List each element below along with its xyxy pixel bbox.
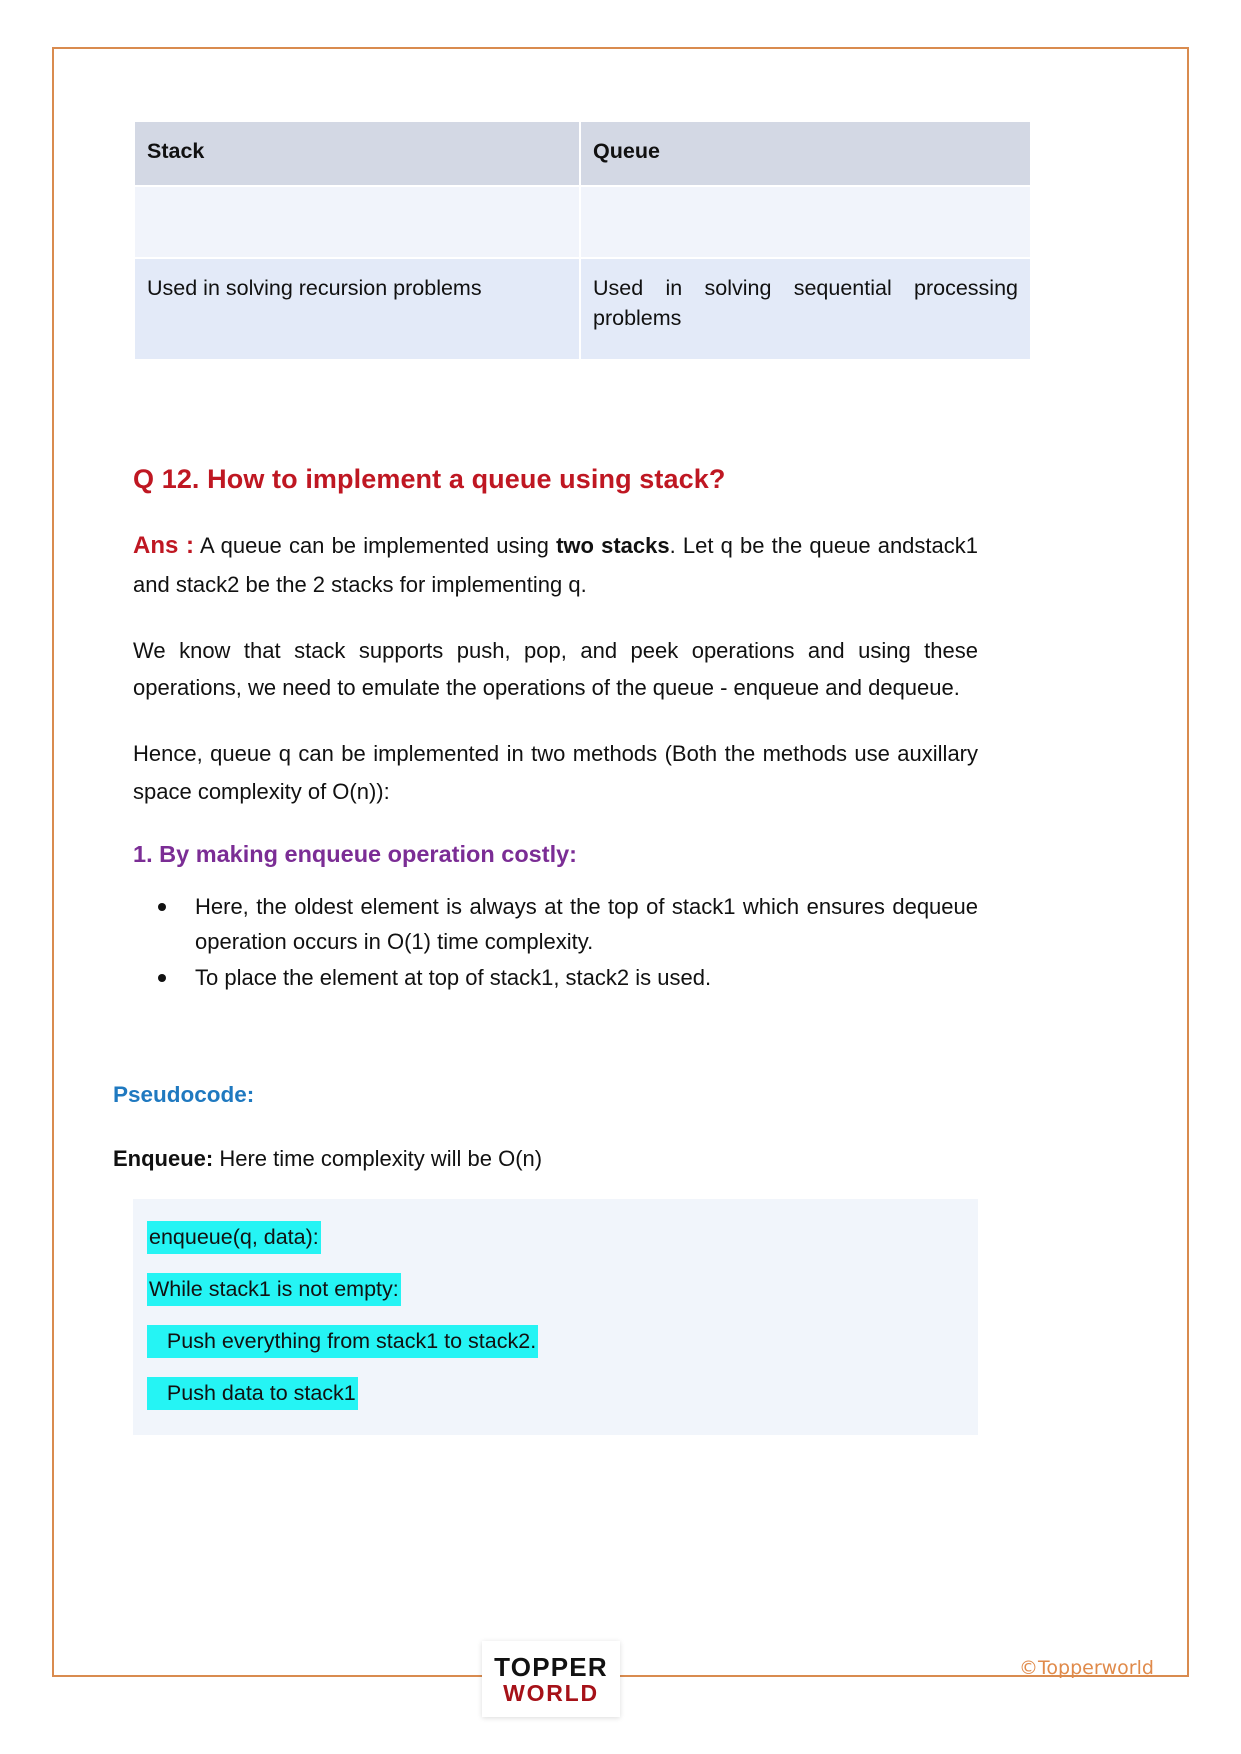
table-cell-empty-right bbox=[580, 186, 1031, 258]
table-row bbox=[134, 186, 1031, 258]
page-content bbox=[113, 120, 1073, 1435]
code-line-text: enqueue(q, data): bbox=[147, 1221, 321, 1254]
code-line bbox=[147, 1323, 978, 1361]
answer-text-part2: . Let q be the queue andstack1 and stack2 be the 2 stacks for implementing q. bbox=[133, 532, 979, 597]
table-row bbox=[134, 258, 1031, 360]
code-line bbox=[147, 1271, 978, 1309]
table-cell-stack-usage: Used in solving recursion problems bbox=[134, 258, 580, 360]
topper-world-logo bbox=[482, 1641, 620, 1717]
explanation-paragraph: We know that stack supports push, pop, and peek operations and using these operations, we need to emulate the operations of the queue - enqueue and dequeue. bbox=[133, 637, 978, 701]
enqueue-complexity-line bbox=[113, 1142, 1073, 1175]
code-line-text: Push everything from stack1 to stack2. bbox=[147, 1325, 538, 1358]
enqueue-note: Here time complexity will be O(n) bbox=[213, 1146, 543, 1172]
logo-text-topper: TOPPER bbox=[494, 1652, 608, 1683]
answer-bold-term: two stacks bbox=[556, 532, 670, 558]
method-1-heading: 1. By making enqueue operation costly: bbox=[133, 840, 577, 867]
list-item: To place the element at top of stack1, stack2 is used. bbox=[133, 961, 978, 996]
code-line bbox=[147, 1219, 978, 1257]
list-item: Here, the oldest element is always at the top of stack1 which ensures dequeue operation occurs in O(1) time complexity. bbox=[133, 890, 978, 960]
methods-intro-paragraph: Hence, queue q can be implemented in two methods (Both the methods use auxillary space complexity of O(n)): bbox=[133, 741, 978, 805]
pseudocode-heading: Pseudocode: bbox=[113, 1082, 255, 1108]
table-header-row bbox=[134, 121, 1031, 186]
code-line-text: Push data to stack1 bbox=[147, 1377, 358, 1410]
stack-queue-comparison-table bbox=[133, 120, 1032, 361]
answer-label: Ans : bbox=[133, 531, 195, 559]
question-heading: Q 12. How to implement a queue using stack? bbox=[133, 463, 726, 494]
pseudocode-block bbox=[133, 1199, 978, 1435]
table-header-queue: Queue bbox=[580, 121, 1031, 186]
copyright-notice: ©Topperworld bbox=[1019, 1657, 1154, 1679]
enqueue-label: Enqueue: bbox=[113, 1146, 214, 1172]
table-cell-queue-usage: Used in solving sequential processing problems bbox=[580, 258, 1031, 360]
code-line bbox=[147, 1375, 978, 1413]
logo-text-world: WORLD bbox=[503, 1680, 599, 1707]
method-1-bullet-list bbox=[133, 890, 978, 996]
answer-paragraph bbox=[133, 525, 978, 604]
answer-text-part1: A queue can be implemented using bbox=[194, 532, 557, 558]
table-cell-empty-left bbox=[134, 186, 580, 258]
table-header-stack: Stack bbox=[134, 121, 580, 186]
code-line-text: While stack1 is not empty: bbox=[147, 1273, 401, 1306]
